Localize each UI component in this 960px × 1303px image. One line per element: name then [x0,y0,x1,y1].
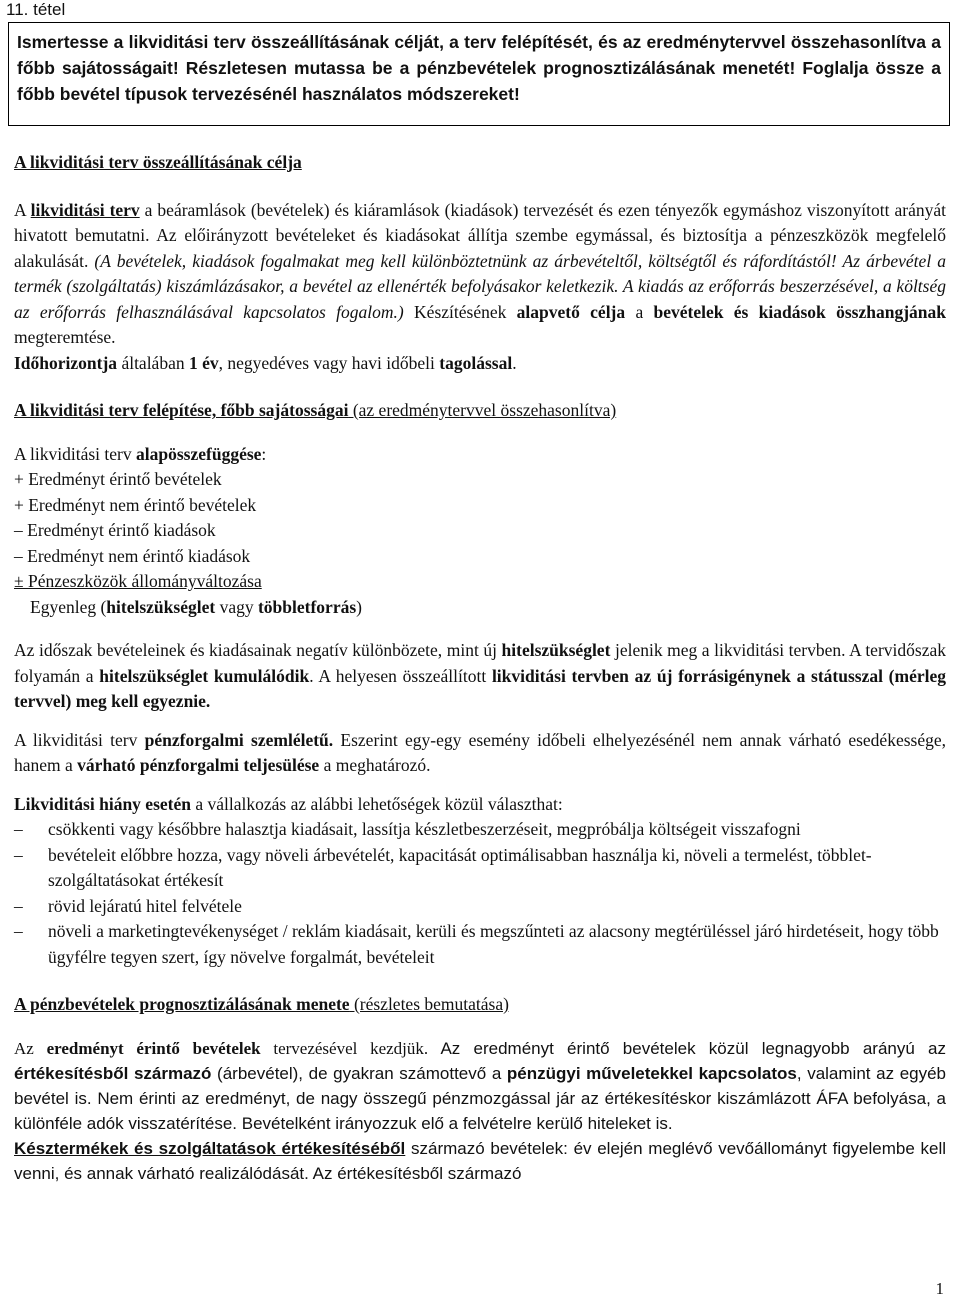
paragraph-liquidity-shortage: Likviditási hiány esetén a vállalkozás az alábbi lehetőségek közül választhat: [14,793,563,814]
paragraph-revenue-planning: Az eredményt érintő bevételek tervezésével kezdjük. Az eredményt érintő bevételek közül legnagyobb arányú az értékesítésből származó (árbevétel), de gyakran számottevő a pénzügyi műveletekkel kapcsolatos, valamint az egyéb bevétel is. Nem érinti az eredményt, de nagy összegű pénzmozgással jár az értékesítéskor kiszámlázott ÁFA befolyása, a különféle adók visszatérítése. Bevételként irányozzuk elő a felvételre kerülő hiteleket is. [14,1038,947,1133]
task-text: Ismertesse a likviditási terv összeállításának célját, a terv felépítését, és az eredménytervvel összehasonlítva a főbb sajátosságait! Részletesen mutassa be a pénzbevételek prognosztizálásának menetét! Foglalja össze a főbb bevétel típusok tervezésénél használatos módszereket! [17,32,941,104]
section-heading-structure: A likviditási terv felépítése, főbb sajátosságai (az eredménytervvel összehasonlítva) [14,400,617,420]
formula-intro: A likviditási terv alapösszefüggése: [14,443,267,464]
exam-item-title: 11. tétel [6,0,66,19]
italic-note: (A bevételek, kiadások fogalmakat meg kell különböztetnünk az árbevételtől, költségtől és ráfordítástól! Az árbevétel a termék (szolgáltatás) kiszámlázásakor, a bevétel az ellenérték befolyásakor keletkezik. A kiadás az erőforrás beszerzésével, a költség az erőforrás felhasználásával kapcsolatos fogalom.) [14,250,946,322]
section-heading-forecast: A pénzbevételek prognosztizálásának menete (részletes bemutatása) [14,994,509,1014]
section-heading-purpose: A likviditási terv összeállításának célja [14,152,302,172]
list-item: – csökkenti vagy későbbre halasztja kiadásait, lassítja készletbeszerzéseit, megpróbálja költségeit visszafogni [14,819,801,839]
formula-line: + Eredményt érintő bevételek [14,469,222,489]
list-item: – bevételeit előbbre hozza, vagy növeli árbevételét, kapacitását optimálisabban használja ki, növeli a termelést, többlet-szolgáltatásokat értékesít [14,844,872,890]
paragraph-purpose: A likviditási terv a beáramlások (bevételek) és kiáramlások (kiadások) tervezését és ezen tényezők egymáshoz viszonyított arányát hivatott bemutatni. Az előirányzott bevételeket és kiadásokat állítja szembe egymással, és biztosítja a pénzeszközök megfelelő alakulását. (A bevételek, kiadások fogalmakat meg kell különböztetnünk az árbevételtől, költségtől és ráfordítástól! Az árbevétel a termék (szolgáltatás) kiszámlázásakor, a bevétel az ellenérték befolyásakor keletkezik. A kiadás az erőforrás beszerzésével, a költség az erőforrás felhasználásával kapcsolatos fogalom.) Készítésének alapvető célja a bevételek és kiadások összhangjának megteremtése. [14,199,946,347]
task-box [8,22,950,126]
paragraph-finished-goods: Késztermékek és szolgáltatások értékesítéséből származó bevételek: év elején meglévő vevőállományt figyelembe kell venni, és annak várható realizálódását. Az értékesítésből származó [14,1138,947,1183]
options-list [14,817,946,970]
formula-line: – Eredményt érintő kiadások [14,520,216,540]
document-body [14,150,946,1186]
formula-line: – Eredményt nem érintő kiadások [14,545,251,566]
formula-line: ± Pénzeszközök állományváltozása [14,571,262,591]
paragraph-time-horizon: Időhorizontja általában 1 év, negyedéves vagy havi időbeli tagolással. [14,352,517,373]
formula-line: + Eredményt nem érintő bevételek [14,494,257,515]
formula-lines [14,467,946,620]
formula-balance: Egyenleg (hitelszükséglet vagy többletforrás) [30,596,362,617]
paragraph-cashflow-view: A likviditási terv pénzforgalmi szemléletű. Eszerint egy-egy esemény időbeli elhelyezésénél nem annak várható esedékessége, hanem a várható pénzforgalmi teljesülése a meghatározó. [14,729,946,775]
page-number: 1 [935,1279,944,1298]
list-item: – rövid lejáratú hitel felvétele [14,895,242,916]
paragraph-credit-need: Az időszak bevételeinek és kiadásainak negatív különbözete, mint új hitelszükséglet jelenik meg a likviditási tervben. A tervidőszak folyamán a hitelszükséglet kumulálódik. A helyesen összeállított likviditási tervben az új forrásigénynek a státusszal (mérleg tervvel) meg kell egyeznie. [14,640,947,711]
list-item: – növeli a marketingtevékenységet / reklám kiadásait, kerüli és megszűnteti az alacsony megtérüléssel járó hirdetéseit, hogy több ügyfélre tegyen szert, így növelve forgalmát, bevételeit [14,921,939,967]
